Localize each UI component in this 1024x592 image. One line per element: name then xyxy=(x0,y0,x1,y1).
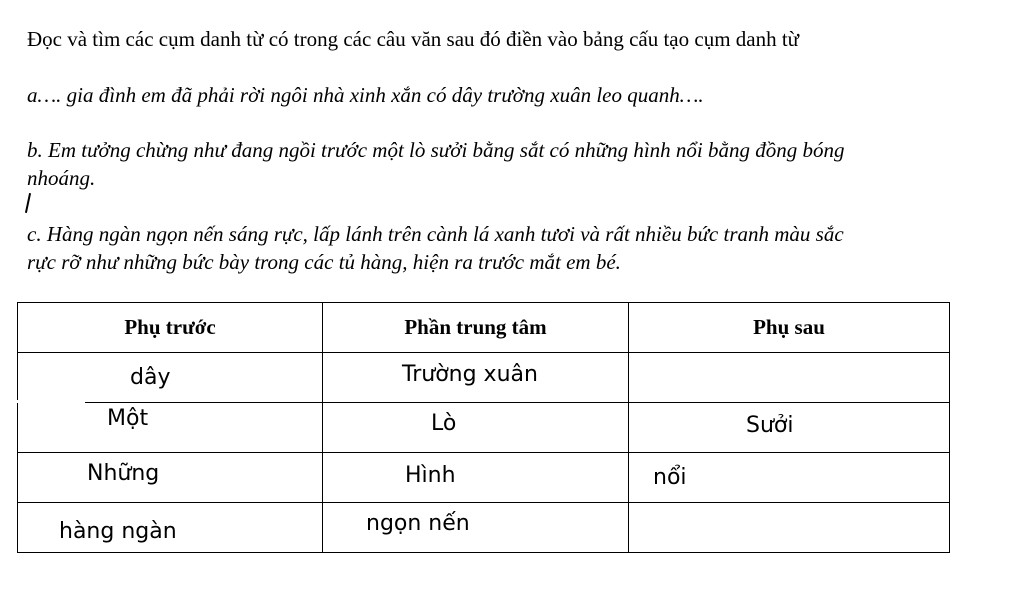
instruction-text: Đọc và tìm các cụm danh từ có trong các câu văn sau đó điền vào bảng cấu tạo cụm danh từ xyxy=(27,27,800,51)
table-cell[interactable] xyxy=(323,353,629,403)
table-cell[interactable] xyxy=(323,403,629,453)
cell-text: hàng ngàn xyxy=(59,519,177,544)
table-cell[interactable] xyxy=(323,453,629,503)
table-row xyxy=(18,353,950,403)
table-cell[interactable] xyxy=(629,403,950,453)
table-cell[interactable] xyxy=(629,453,950,503)
sentence-c-line-2: rực rỡ như những bức bày trong các tủ hàng, hiện ra trước mắt em bé. xyxy=(27,250,621,274)
sentence-a: a…. gia đình em đã phải rời ngôi nhà xinh xắn có dây trường xuân leo quanh…. xyxy=(27,83,704,107)
table-row xyxy=(18,403,950,453)
table-cell[interactable] xyxy=(18,403,323,453)
table-cell[interactable] xyxy=(18,503,323,553)
cell-text: ngọn nến xyxy=(366,511,470,536)
pen-stroke-mark xyxy=(25,193,31,213)
cell-text: Lò xyxy=(431,411,457,436)
table-cell[interactable] xyxy=(629,503,950,553)
cell-text: dây xyxy=(130,365,171,390)
table-cell[interactable] xyxy=(18,353,323,403)
table-cell[interactable] xyxy=(629,353,950,403)
cell-text: Sưởi xyxy=(746,413,794,438)
cell-text: Một xyxy=(107,406,149,431)
noun-phrase-structure-table xyxy=(17,302,950,553)
cell-text: nổi xyxy=(653,465,687,490)
table-header-row xyxy=(18,303,950,353)
table-cell[interactable] xyxy=(323,503,629,553)
table-row xyxy=(18,503,950,553)
cell-text: Những xyxy=(87,461,160,486)
cell-text: Trường xuân xyxy=(402,362,538,387)
border-gap xyxy=(17,400,85,403)
cell-text: Hình xyxy=(405,463,456,488)
sentence-c-line-1: c. Hàng ngàn ngọn nến sáng rực, lấp lánh trên cành lá xanh tươi và rất nhiều bức tranh màu sắc xyxy=(27,222,844,246)
header-head-noun: Phần trung tâm xyxy=(323,303,629,353)
header-post-modifier: Phụ sau xyxy=(629,303,950,353)
header-pre-modifier: Phụ trước xyxy=(18,303,323,353)
table-cell[interactable] xyxy=(18,453,323,503)
sentence-b-line-1: b. Em tưởng chừng như đang ngồi trước một lò sưởi bằng sắt có những hình nổi bằng đồng bóng xyxy=(27,138,845,162)
table-row xyxy=(18,453,950,503)
sentence-b-line-2: nhoáng. xyxy=(27,166,96,190)
